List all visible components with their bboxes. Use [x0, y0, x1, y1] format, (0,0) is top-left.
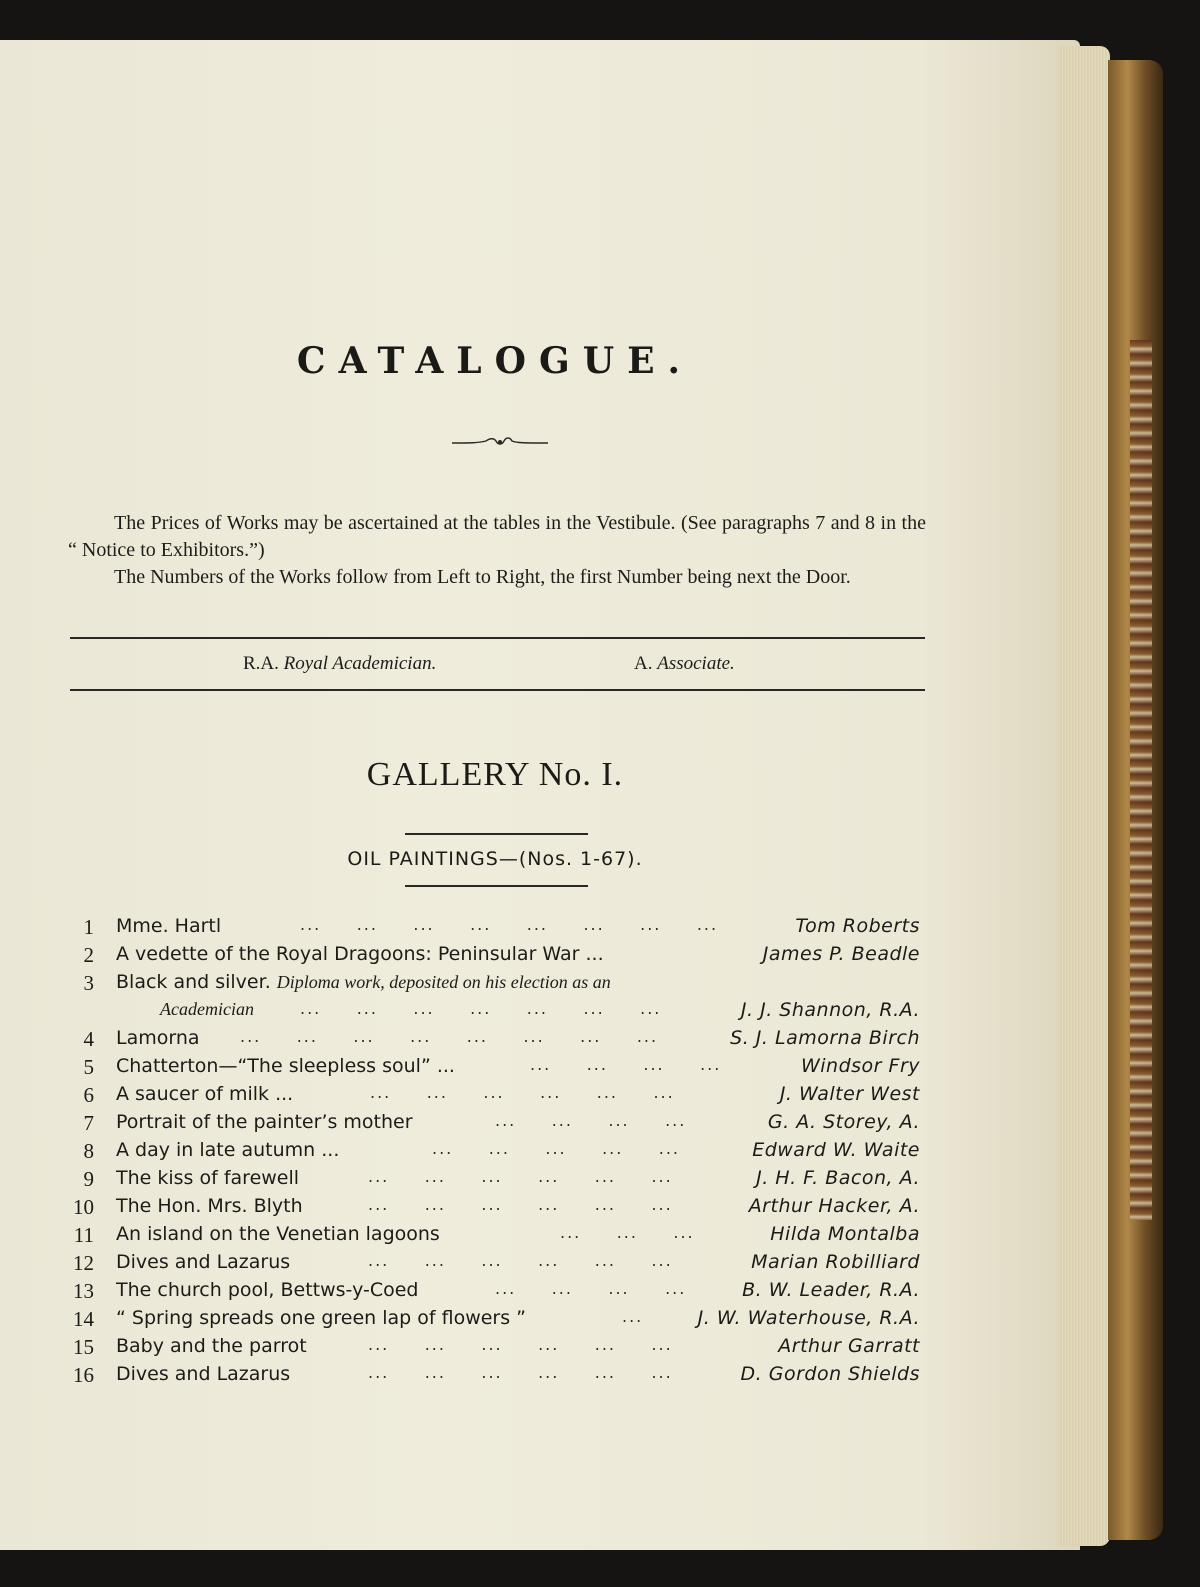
catalogue-entry — [0, 915, 1000, 942]
a-abbreviation — [634, 653, 735, 675]
entry-continuation: Academician — [160, 999, 254, 1019]
entry-artist: J. J. Shannon, R.A. — [740, 999, 920, 1021]
leader-dots: ... ... ... ... ... ... — [368, 1195, 673, 1214]
leader-dots: ... ... ... ... ... ... ... — [300, 999, 662, 1018]
catalogue-entry — [0, 1055, 1000, 1082]
entry-title: “ Spring spreads one green lap of flowers ” — [116, 1307, 527, 1329]
leader-dots: ... ... ... ... — [495, 1111, 687, 1130]
ra-label: Royal Academician. — [283, 653, 437, 674]
catalogue-entry — [0, 971, 1000, 998]
entry-artist: Windsor Fry — [800, 1055, 920, 1077]
catalogue-entry-continued — [0, 999, 1000, 1026]
entry-title: Chatterton—“The sleepless soul” ... — [116, 1055, 455, 1077]
intro-text — [68, 510, 926, 591]
leader-dots: ... ... ... ... ... ... — [368, 1251, 673, 1270]
entry-note: Diploma work, deposited on his election as an — [276, 972, 611, 992]
leader-dots: ... ... ... ... ... ... — [370, 1083, 675, 1102]
leader-dots: ... ... ... ... ... ... ... ... — [300, 915, 719, 934]
spine-decoration — [1130, 340, 1152, 1220]
entry-title: The Hon. Mrs. Blyth — [116, 1195, 303, 1217]
entry-number: 3 — [83, 971, 94, 995]
leader-dots: ... ... ... ... ... — [432, 1139, 681, 1158]
ra-code: R.A. — [243, 653, 279, 674]
entry-title: Baby and the parrot — [116, 1335, 307, 1357]
gallery-heading: GALLERY No. I. — [366, 756, 624, 793]
entry-number: 9 — [83, 1167, 94, 1191]
catalogue-entry — [0, 1251, 1000, 1278]
entry-number: 4 — [83, 1027, 94, 1051]
catalogue-entry — [0, 1111, 1000, 1138]
entry-artist: J. W. Waterhouse, R.A. — [697, 1307, 920, 1329]
entry-number: 16 — [73, 1363, 94, 1387]
a-code: A. — [634, 653, 653, 674]
bottom-rule — [70, 689, 925, 691]
entry-artist: G. A. Storey, A. — [767, 1111, 920, 1133]
subhead-rule-top — [405, 833, 588, 835]
entry-number: 8 — [83, 1139, 94, 1163]
leader-dots: ... ... ... ... ... ... — [368, 1335, 673, 1354]
leader-dots: ... ... ... — [560, 1223, 695, 1242]
catalogue-entry — [0, 1335, 1000, 1362]
catalogue-entry — [0, 1139, 1000, 1166]
entry-title: Dives and Lazarus — [116, 1251, 291, 1273]
entry-artist: B. W. Leader, R.A. — [742, 1279, 920, 1301]
entry-artist: Arthur Garratt — [778, 1335, 920, 1357]
entry-artist: Hilda Montalba — [770, 1223, 920, 1245]
entry-number: 6 — [83, 1083, 94, 1107]
catalogue-entry — [0, 1363, 1000, 1390]
entry-number: 14 — [73, 1307, 94, 1331]
catalogue-entry — [0, 943, 1000, 970]
ra-abbreviation — [243, 653, 436, 675]
entry-artist: Marian Robilliard — [751, 1251, 920, 1273]
leader-dots: ... — [622, 1307, 644, 1326]
catalogue-title: CATALOGUE. — [296, 340, 694, 382]
entry-artist: J. Walter West — [779, 1083, 920, 1105]
intro-paragraph-2: The Numbers of the Works follow from Left to Right, the first Number being next the Door. — [114, 566, 851, 588]
entry-artist: D. Gordon Shields — [740, 1363, 920, 1385]
page-edges — [1058, 46, 1110, 1546]
gallery-subheading: OIL PAINTINGS—(Nos. 1-67). — [347, 848, 643, 870]
entry-title-text: Black and silver. — [116, 971, 271, 993]
entry-title: A day in late autumn ... — [116, 1139, 340, 1161]
entry-artist: Tom Roberts — [795, 915, 920, 937]
top-rule — [70, 637, 925, 639]
catalogue-entry — [0, 1307, 1000, 1334]
entry-artist: James P. Beadle — [762, 943, 920, 965]
entry-number: 2 — [83, 943, 94, 967]
leader-dots: ... ... ... ... ... ... — [368, 1167, 673, 1186]
catalogue-entry — [0, 1195, 1000, 1222]
entry-title — [116, 971, 611, 993]
entry-artist: Arthur Hacker, A. — [748, 1195, 920, 1217]
subhead-rule-bottom — [405, 885, 588, 887]
entry-title: A vedette of the Royal Dragoons: Peninsular War ... — [116, 943, 604, 965]
entry-title: The church pool, Bettws-y-Coed — [116, 1279, 419, 1301]
catalogue-entry — [0, 1279, 1000, 1306]
entry-number: 7 — [83, 1111, 94, 1135]
entry-title: A saucer of milk ... — [116, 1083, 294, 1105]
leader-dots: ... ... ... ... — [530, 1055, 722, 1074]
entry-number: 5 — [83, 1055, 94, 1079]
entry-artist: S. J. Lamorna Birch — [730, 1027, 920, 1049]
entry-number: 11 — [73, 1223, 94, 1247]
leader-dots: ... ... ... ... ... ... ... ... — [240, 1027, 659, 1046]
catalogue-entry — [0, 1083, 1000, 1110]
leader-dots: ... ... ... ... ... ... — [368, 1363, 673, 1382]
entry-number: 13 — [73, 1279, 94, 1303]
entry-artist: J. H. F. Bacon, A. — [756, 1167, 920, 1189]
a-label: Associate. — [657, 653, 735, 674]
entry-title: Mme. Hartl — [116, 915, 222, 937]
entry-title: Dives and Lazarus — [116, 1363, 291, 1385]
entry-title: An island on the Venetian lagoons — [116, 1223, 440, 1245]
catalogue-entry — [0, 1167, 1000, 1194]
entry-artist: Edward W. Waite — [752, 1139, 920, 1161]
ornament-flourish-icon — [450, 432, 550, 452]
entry-number: 15 — [73, 1335, 94, 1359]
entry-title: Portrait of the painter’s mother — [116, 1111, 413, 1133]
intro-paragraph-1: The Prices of Works may be ascertained at the tables in the Vestibule. (See paragraphs 7 and 8 in the “ Notice to Exhibitors.”) — [68, 512, 926, 561]
entry-title: Lamorna — [116, 1027, 200, 1049]
leader-dots: ... ... ... ... — [495, 1279, 687, 1298]
entry-number: 12 — [73, 1251, 94, 1275]
catalogue-entry — [0, 1027, 1000, 1054]
entry-title: The kiss of farewell — [116, 1167, 300, 1189]
catalogue-entry — [0, 1223, 1000, 1250]
entry-number: 1 — [83, 915, 94, 939]
entry-number: 10 — [73, 1195, 94, 1219]
